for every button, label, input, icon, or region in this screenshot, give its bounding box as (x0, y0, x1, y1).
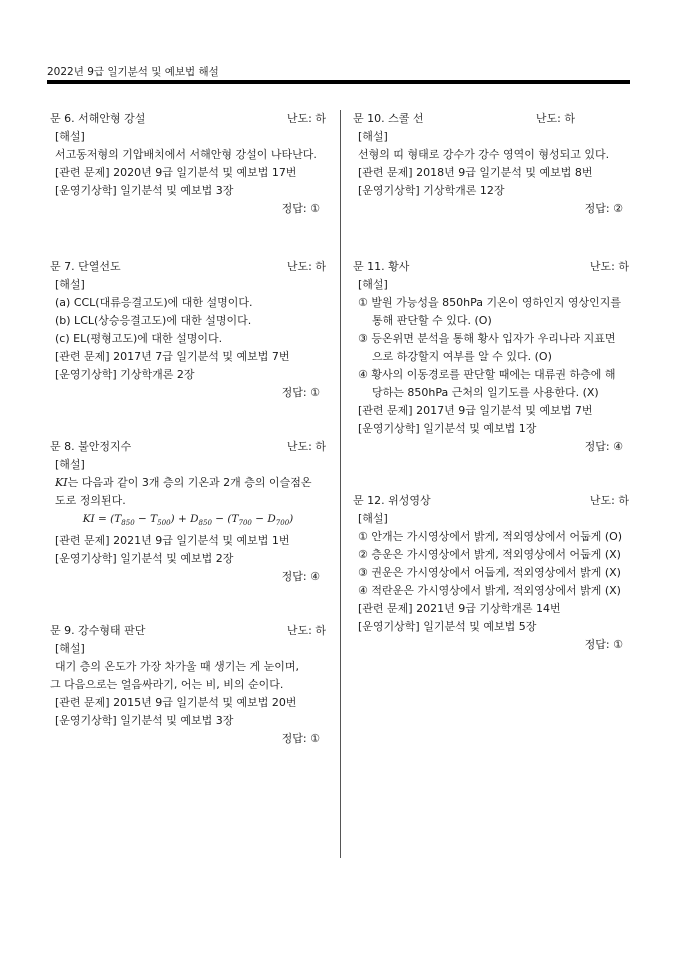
explanation-heading: [해설] (55, 642, 85, 656)
explanation-line: 선형의 띠 형태로 강수가 강수 영역이 형성되고 있다. (358, 148, 610, 161)
reference-chapter: [운영기상학] 일기분석 및 예보법 2장 (55, 552, 234, 566)
formula-term: T (114, 513, 122, 525)
formula-subscript: 700 (275, 519, 290, 528)
question-12-level: 난도: 하 (589, 494, 629, 507)
question-9-title: 문 9. 강수형태 판단 (50, 624, 146, 638)
choice-line: ④ 적란운은 가시영상에서 밝게, 적외영상에서 밝게 (X) (358, 584, 621, 597)
formula-term: D (190, 513, 199, 525)
explanation-heading: [해설] (358, 278, 388, 291)
formula-term: D (267, 513, 276, 525)
explanation-line (50, 474, 326, 492)
left-column (50, 110, 326, 746)
choice-line: ③ 권운은 가시영상에서 어둡게, 적외영상에서 밝게 (X) (358, 566, 621, 579)
choice-continuation: 당하는 850hPa 근처의 일기도를 사용한다. (X) (372, 386, 599, 399)
choice-continuation: 통해 판단할 수 있다. (O) (372, 314, 492, 327)
reference-chapter: [운영기상학] 기상학개론 12장 (358, 184, 505, 197)
explanation-line: 서고동저형의 기압배치에서 서해안형 강설이 나타난다. (55, 148, 317, 161)
formula-lhs: KI (82, 513, 95, 525)
related-question: [관련 문제] 2017년 7급 일기분석 및 예보법 7번 (55, 350, 290, 363)
explanation-heading: [해설] (55, 458, 85, 471)
question-6 (50, 110, 326, 218)
question-12-header (353, 492, 629, 510)
explanation-heading: [해설] (358, 512, 388, 525)
explanation-line: (a) CCL(대류응결고도)에 대한 설명이다. (55, 296, 253, 309)
formula-subscript: 700 (238, 519, 252, 528)
page-header: 2022년 9급 일기분석 및 예보법 해설 (47, 66, 219, 78)
header-rule (47, 80, 630, 84)
choice-line: ① 발원 가능성을 850hPa 기온이 영하인지 영상인지를 (358, 296, 621, 309)
answer: 정답: ① (584, 638, 623, 651)
question-6-level: 난도: 하 (286, 112, 326, 125)
question-8-header (50, 438, 326, 456)
explanation-heading: [해설] (55, 278, 85, 291)
answer: 정답: ① (281, 732, 320, 746)
answer: 정답: ① (281, 386, 320, 399)
formula-subscript: 850 (121, 519, 135, 528)
question-9 (50, 622, 326, 748)
choice-line: ④ 황사의 이동경로를 판단할 때에는 대류권 하층에 해 (358, 368, 616, 381)
question-11 (353, 258, 629, 456)
explanation-heading: [해설] (55, 130, 85, 143)
question-6-title: 문 6. 서해안형 강설 (50, 112, 146, 125)
choice-line: ③ 등온위면 분석을 통해 황사 입자가 우리나라 지표면 (358, 332, 616, 345)
related-question: [관련 문제] 2015년 9급 일기분석 및 예보법 20번 (55, 696, 297, 710)
question-10-header (353, 110, 629, 128)
question-11-title: 문 11. 황사 (353, 260, 410, 273)
related-question: [관련 문제] 2021년 9급 기상학개론 14번 (358, 602, 561, 615)
explanation-line: 그 다음으로는 얼음싸라기, 어는 비, 비의 순이다. (50, 678, 284, 692)
column-divider (340, 110, 341, 858)
explanation-line: 대기 층의 온도가 가장 차가울 때 생기는 게 눈이며, (55, 660, 299, 674)
question-7-title: 문 7. 단열선도 (50, 260, 121, 273)
explanation-text: 는 다음과 같이 3개 층의 기온과 2개 층의 이슬점온 (67, 476, 312, 489)
question-7-level: 난도: 하 (286, 260, 326, 273)
ki-formula: KI = $(T_{850} - T_{500}) + D_{850} - (T_{700} - D_{700})$ (82, 513, 294, 528)
formula-subscript: 850 (198, 519, 212, 528)
reference-chapter: [운영기상학] 일기분석 및 예보법 3장 (55, 184, 234, 197)
question-8 (50, 438, 326, 586)
question-10-level: 난도: 하 (535, 112, 575, 125)
right-column (353, 110, 629, 651)
explanation-line: 도로 정의된다. (55, 494, 126, 507)
reference-chapter: [운영기상학] 일기분석 및 예보법 3장 (55, 714, 234, 728)
formula-term: T (150, 513, 158, 525)
related-question: [관련 문제] 2021년 9급 일기분석 및 예보법 1번 (55, 534, 290, 548)
explanation-line: (b) LCL(상승응결고도)에 대한 설명이다. (55, 314, 252, 327)
answer: 정답: ④ (281, 570, 320, 584)
formula-term: T (231, 513, 239, 525)
question-10 (353, 110, 629, 218)
choice-line: ① 안개는 가시영상에서 밝게, 적외영상에서 어둡게 (O) (358, 530, 623, 543)
choice-line: ② 층운은 가시영상에서 밝게, 적외영상에서 어둡게 (X) (358, 548, 621, 561)
answer: 정답: ② (584, 202, 623, 215)
question-12 (353, 492, 629, 654)
question-8-title: 문 8. 불안정지수 (50, 440, 132, 453)
ki-symbol: KI (55, 476, 68, 489)
reference-chapter: [운영기상학] 일기분석 및 예보법 1장 (358, 422, 537, 435)
question-7 (50, 258, 326, 402)
question-11-level: 난도: 하 (589, 260, 629, 273)
explanation-heading: [해설] (358, 130, 388, 143)
question-12-title: 문 12. 위성영상 (353, 494, 431, 507)
related-question: [관련 문제] 2017년 9급 일기분석 및 예보법 7번 (358, 404, 593, 417)
reference-chapter: [운영기상학] 일기분석 및 예보법 5장 (358, 620, 537, 633)
question-6-header (50, 110, 326, 128)
choice-continuation: 으로 하강할지 여부를 알 수 있다. (O) (372, 350, 552, 363)
reference-chapter: [운영기상학] 기상학개론 2장 (55, 368, 195, 381)
explanation-line: (c) EL(평형고도)에 대한 설명이다. (55, 332, 223, 345)
question-9-level: 난도: 하 (286, 624, 326, 638)
related-question: [관련 문제] 2018년 9급 일기분석 및 예보법 8번 (358, 166, 593, 179)
question-11-header (353, 258, 629, 276)
question-8-level: 난도: 하 (286, 440, 326, 453)
formula-subscript: 500 (157, 519, 171, 528)
question-7-header (50, 258, 326, 276)
question-10-title: 문 10. 스콜 선 (353, 112, 424, 125)
answer: 정답: ① (281, 202, 320, 215)
related-question: [관련 문제] 2020년 9급 일기분석 및 예보법 17번 (55, 166, 297, 179)
answer: 정답: ④ (584, 440, 623, 453)
question-9-header (50, 622, 326, 640)
